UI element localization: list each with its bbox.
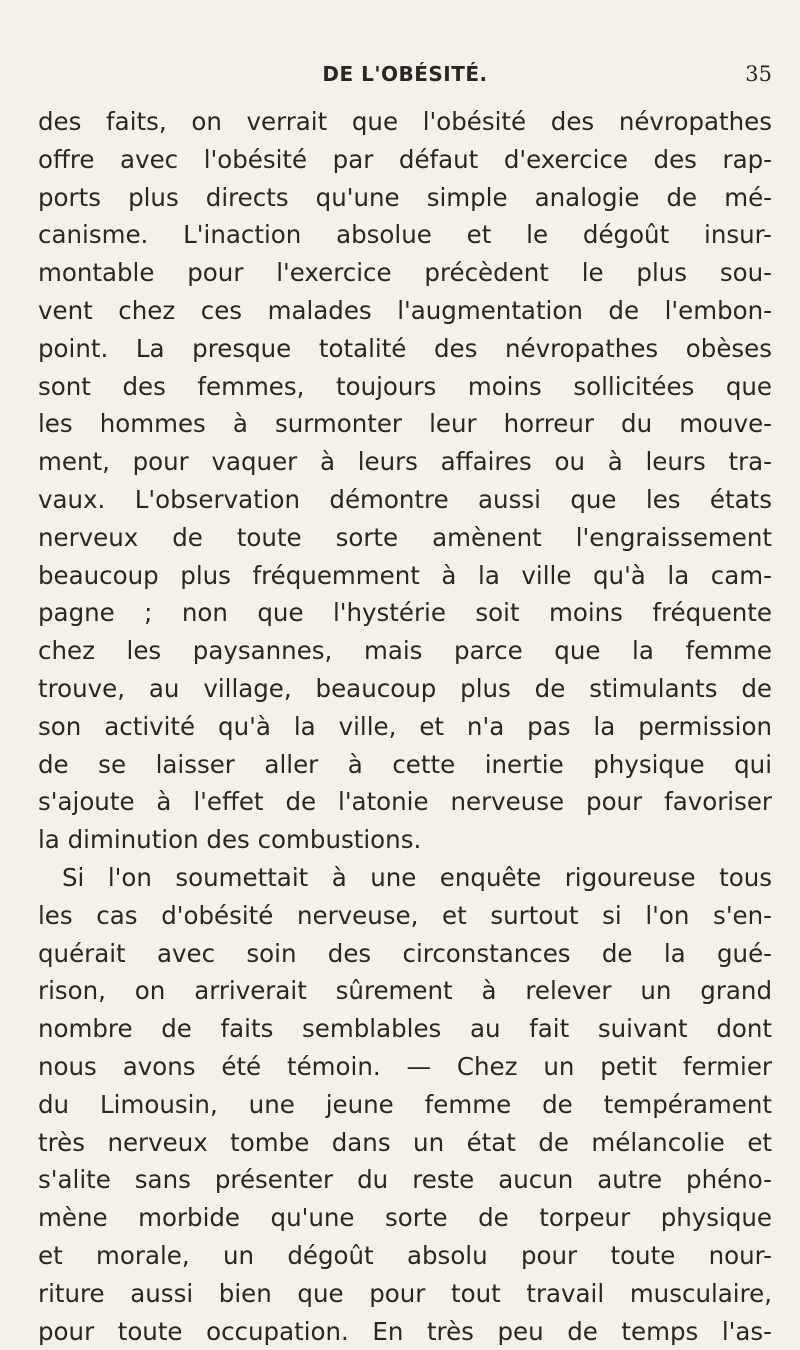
text-line: nombre de faits semblables au fait suivant dont — [38, 1010, 772, 1048]
text-line: les hommes à surmonter leur horreur du mouve- — [38, 405, 772, 443]
text-line: son activité qu'à la ville, et n'a pas la permission — [38, 708, 772, 746]
text-line: ports plus directs qu'une simple analogie de mé- — [38, 179, 772, 217]
text-line: pour toute occupation. En très peu de temps l'as- — [38, 1313, 772, 1350]
text-line: nous avons été témoin. — Chez un petit fermier — [38, 1048, 772, 1086]
text-line: de se laisser aller à cette inertie physique qui — [38, 746, 772, 784]
text-line: trouve, au village, beaucoup plus de stimulants de — [38, 670, 772, 708]
text-line: les cas d'obésité nerveuse, et surtout si l'on s'en- — [38, 897, 772, 935]
text-line: ment, pour vaquer à leurs affaires ou à leurs tra- — [38, 443, 772, 481]
text-line: s'alite sans présenter du reste aucun autre phéno- — [38, 1161, 772, 1199]
text-line: riture aussi bien que pour tout travail musculaire, — [38, 1275, 772, 1313]
text-line: du Limousin, une jeune femme de tempérament — [38, 1086, 772, 1124]
text-line: rison, on arriverait sûrement à relever un grand — [38, 972, 772, 1010]
text-line: s'ajoute à l'effet de l'atonie nerveuse pour favoriser — [38, 783, 772, 821]
text-line: point. La presque totalité des névropathes obèses — [38, 330, 772, 368]
running-head — [38, 62, 772, 92]
text-line: la diminution des combustions. — [38, 821, 772, 859]
text-line: et morale, un dégoût absolu pour toute nour- — [38, 1237, 772, 1275]
page-number: 35 — [745, 62, 772, 86]
text-line: nerveux de toute sorte amènent l'engraissement — [38, 519, 772, 557]
text-line: des faits, on verrait que l'obésité des névropathes — [38, 103, 772, 141]
text-line: chez les paysannes, mais parce que la femme — [38, 632, 772, 670]
text-line: vent chez ces malades l'augmentation de l'embon- — [38, 292, 772, 330]
text-line: sont des femmes, toujours moins sollicitées que — [38, 368, 772, 406]
text-line: offre avec l'obésité par défaut d'exercice des rap- — [38, 141, 772, 179]
text-line: mène morbide qu'une sorte de torpeur physique — [38, 1199, 772, 1237]
text-line: pagne ; non que l'hystérie soit moins fréquente — [38, 594, 772, 632]
text-line: canisme. L'inaction absolue et le dégoût insur- — [38, 216, 772, 254]
body-text — [38, 103, 772, 1350]
text-line: montable pour l'exercice précèdent le plus sou- — [38, 254, 772, 292]
text-line: beaucoup plus fréquemment à la ville qu'à la cam- — [38, 557, 772, 595]
text-line: vaux. L'observation démontre aussi que les états — [38, 481, 772, 519]
text-line: quérait avec soin des circonstances de la gué- — [38, 935, 772, 973]
running-title: DE L'OBÉSITÉ. — [38, 62, 772, 86]
paragraph-2 — [38, 859, 772, 1350]
text-line: très nerveux tombe dans un état de mélancolie et — [38, 1124, 772, 1162]
paragraph-1 — [38, 103, 772, 859]
text-line: Si l'on soumettait à une enquête rigoureuse tous — [38, 859, 772, 897]
